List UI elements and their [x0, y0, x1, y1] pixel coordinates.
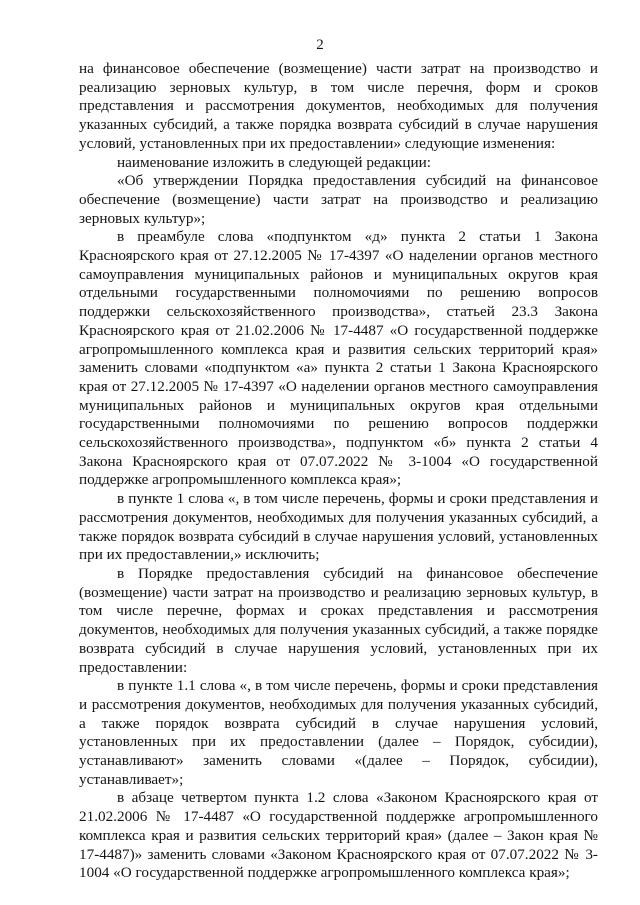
- document-body: [79, 60, 598, 883]
- paragraph-point-1-2-change: в абзаце четвертом пункта 1.2 слова «Законом Красноярского края от 21.02.2006 № 17-4487 «О государственной поддержке агропромышленного комплекса края и развития сельских территорий края» (далее – Закон края № 17-4487)» заменить словами «Законом Красноярского края от 07.07.2022 № 3-1004 «О государственной поддержке агропромышленного комплекса края»;: [79, 789, 598, 882]
- page-number: 2: [316, 37, 324, 53]
- paragraph-new-title: «Об утверждении Порядка предоставления субсидий на финансовое обеспечение (возмещение) части затрат на производство и реализацию зерновых культур»;: [79, 172, 598, 227]
- paragraph-point-1-change: в пункте 1 слова «, в том числе перечень, формы и сроки представления и рассмотрения документов, необходимых для получения указанных субсидий, а также порядок возврата субсидий в случае нарушения условий, установленных при их предоставлении,» исключить;: [79, 490, 598, 564]
- paragraph-continuation: на финансовое обеспечение (возмещение) части затрат на производство и реализацию зерновых культур, в том числе перечня, форм и сроков представления и рассмотрения документов, необходимых для получения указанных субсидий, а также порядка возврата субсидий в случае нарушения условий, установленных при их предоставлении» следующие изменения:: [79, 60, 598, 152]
- paragraph-procedure-intro: в Порядке предоставления субсидий на финансовое обеспечение (возмещение) части затрат на производство и реализацию зерновых культур, в том числе перечне, формах и сроках представления и рассмотрения документов, необходимых для получения указанных субсидий, а также порядке возврата субсидий в случае нарушения условий, установленных при их предоставлении:: [79, 564, 598, 676]
- paragraph-title-change-intro: наименование изложить в следующей редакции:: [117, 153, 431, 171]
- paragraph-preamble-change: в преамбуле слова «подпунктом «д» пункта 2 статьи 1 Закона Красноярского края от 27.12.2005 № 17-4397 «О наделении органов местного самоуправления муниципальных районов и муниципальных округов края отдельными государственными полномочиями по решению вопросов поддержки сельскохозяйственного производства», статьей 23.3 Закона Красноярского края от 21.02.2006 № 17-4487 «О государственной поддержке агропромышленного комплекса края и развития сельских территорий края» заменить словами «подпунктом «а» пункта 2 статьи 1 Закона Красноярского края от 27.12.2005 № 17-4397 «О наделении органов местного самоуправления муниципальных районов и муниципальных округов края отдельными государственными полномочиями по решению вопросов поддержки сельскохозяйственного производства», подпунктом «б» пункта 2 статьи 4 Закона Красноярского края от 07.07.2022 № 3-1004 «О государственной поддержке агропромышленного комплекса края»;: [79, 228, 598, 489]
- paragraph-point-1-1-change: в пункте 1.1 слова «, в том числе перечень, формы и сроки представления и рассмотрения документов, необходимых для получения указанных субсидий, а также порядок возврата субсидий в случае нарушения условий, установленных при их предоставлении (далее – Порядок, субсидии), устанавливают» заменить словами «(далее – Порядок, субсидии), устанавливает»;: [79, 677, 598, 788]
